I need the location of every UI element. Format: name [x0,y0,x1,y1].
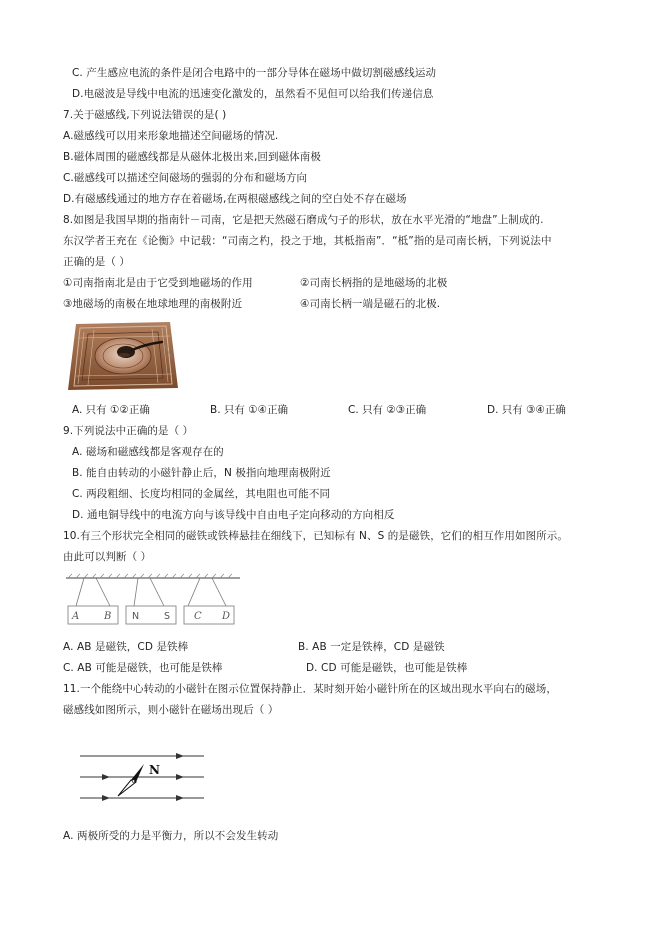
hanging-bars-figure [64,572,242,628]
q10-stem-line2: 由此可以判断（ ） [63,551,152,563]
field-arrow-2 [102,774,110,780]
label-a: A [72,611,80,622]
q10-option-c: C. AB 可能是磁铁，也可能是铁棒 [63,662,223,674]
q9-option-a: A. 磁场和磁感线都是客观存在的 [72,446,224,458]
q8-option-d: D. 只有 ③④正确 [487,404,566,416]
field-arrow-1 [176,753,184,759]
svg-text:•: • [170,360,174,367]
q7-option-a: A.磁感线可以用来形象地描述空间磁场的情况. [63,130,279,142]
q8-option-a: A. 只有 ①②正确 [72,404,150,416]
q8-statement-4: ④司南长柄一端是磁石的北极. [300,298,441,310]
q8-option-b: B. 只有 ①④正确 [210,404,289,416]
q8-stem-line1: 8.如图是我国早期的指南针－司南，它是把天然磁石磨成勺子的形状，放在水平光滑的“地盘”上制成的. [63,214,544,226]
q9-option-b: B. 能自由转动的小磁针静止后，N 极指向地理南极附近 [72,467,331,479]
field-arrow-5 [176,795,184,801]
q10-option-a: A. AB 是磁铁，CD 是铁棒 [63,641,189,653]
q11-stem-line2: 磁感线如图所示，则小磁针在磁场出现后（ ） [63,704,279,716]
label-d: D [222,611,231,622]
q8-option-c: C. 只有 ②③正确 [348,404,427,416]
q7-option-c: C.磁感线可以描述空间磁场的强弱的分布和磁场方向 [63,172,308,184]
north-label: N [149,763,160,777]
q10-stem-line1: 10.有三个形状完全相同的磁铁或铁棒悬挂在细线下，已知标有 N、S 的是磁铁，它们的相互作用如图所示。 [63,530,568,542]
q8-statement-2: ②司南长柄指的是地磁场的北极 [300,277,448,289]
field-arrow-4 [102,795,110,801]
q9-option-d: D. 通电铜导线中的电流方向与该导线中自由电子定向移动的方向相反 [72,509,395,521]
q6-option-d: D.电磁波是导线中电流的迅速变化激发的，虽然看不见但可以给我们传递信息 [72,88,434,100]
label-n: N [132,611,140,622]
q7-stem: 7.关于磁感线,下列说法错误的是( ) [63,109,227,121]
q11-option-a: A. 两极所受的力是平衡力，所以不会发生转动 [63,830,279,842]
q9-option-c: C. 两段粗细、长度均相同的金属丝，其电阻也可能不同 [72,488,331,500]
label-b: B [104,611,112,622]
q9-stem: 9.下列说法中正确的是（ ） [63,425,194,437]
q10-option-d: D. CD 可能是磁铁，也可能是铁棒 [306,662,468,674]
q6-option-c: C. 产生感应电流的条件是闭合电路中的一部分导体在磁场中做切割磁感线运动 [72,67,437,79]
q7-option-b: B.磁体周围的磁感线都是从磁体北极出来,回到磁体南极 [63,151,321,163]
q8-statement-1: ①司南指南北是由于它受到地磁场的作用 [63,277,253,289]
label-s: S [164,611,171,622]
magnetic-needle-figure [76,746,208,808]
q8-stem-line3: 正确的是（ ） [63,256,131,268]
q8-stem-line2: 东汉学者王充在《论衡》中记载：“司南之杓，投之于地，其柢指南”．“柢”指的是司南长柄，下列说法中 [63,235,552,247]
q10-option-b: B. AB 一定是铁棒，CD 是磁铁 [298,641,445,653]
q8-statement-3: ③地磁场的南极在地球地理的南极附近 [63,298,243,310]
label-c: C [194,611,202,622]
q7-option-d: D.有磁感线通过的地方存在着磁场,在两根磁感线之间的空白处不存在磁场 [63,193,407,205]
sinan-compass-figure [66,318,186,392]
field-arrow-3 [176,774,184,780]
q11-stem-line1: 11.一个能绕中心转动的小磁针在图示位置保持静止．某时刻开始小磁针所在的区域出现水平向右的磁场， [63,683,557,695]
compass-needle [118,764,144,796]
